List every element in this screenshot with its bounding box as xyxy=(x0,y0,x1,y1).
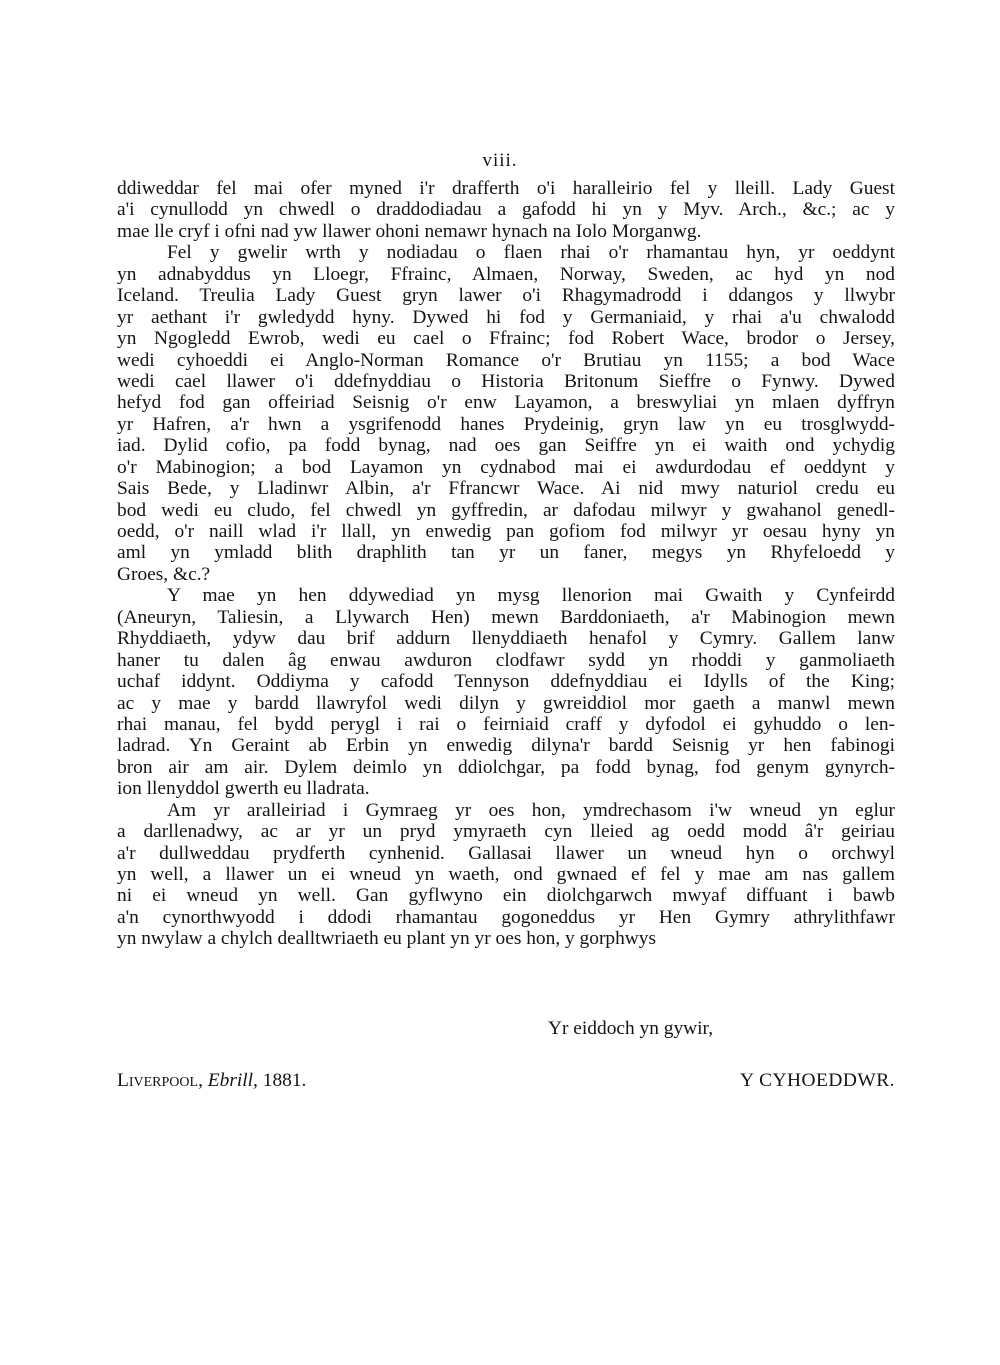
paragraph xyxy=(117,800,895,950)
text-line: wedi cael llawer o'i ddefnyddiau o Historia Britonum Sieffre o Fynwy. Dywed xyxy=(117,370,895,392)
paragraph xyxy=(117,242,895,585)
text-line: Y mae yn hen ddywediad yn mysg llenorion mai Gwaith y Cynfeirdd xyxy=(167,585,895,607)
text-line: o'r Mabinogion; a bod Layamon yn cydnabod mai ei awdurdodau ef oeddynt y xyxy=(117,456,895,478)
text-line: (Aneuryn, Taliesin, a Llywarch Hen) mewn Barddoniaeth, a'r Mabinogion mewn xyxy=(117,606,895,628)
text-line: haner tu dalen âg enwau awduron clodfawr sydd yn rhoddi y ganmoliaeth xyxy=(117,649,895,671)
text-line: aml yn ymladd blith draphlith tan yr un faner, megys yn Rhyfeloedd y xyxy=(117,542,895,564)
text-line: rhai manau, fel bydd perygl i rai o feirniaid craff y dyfodol ei gyhuddo o len- xyxy=(117,713,895,735)
text-line: yr aethant i'r gwledydd hyny. Dywed hi fod y Germaniaid, y rhai a'u chwalodd xyxy=(117,306,895,328)
text-line: Am yr aralleiriad i Gymraeg yr oes hon, ymdrechasom i'w wneud yn eglur xyxy=(167,799,895,821)
date-year: 1881. xyxy=(262,1070,307,1091)
text-line: ladrad. Yn Geraint ab Erbin yn enwedig dilyna'r bardd Seisnig yr hen fabinogi xyxy=(117,735,895,757)
text-line: bod wedi eu cludo, fel chwedl yn gyffredin, ar dafodau milwyr y gwahanol genedl- xyxy=(117,499,895,521)
body-text xyxy=(117,178,895,950)
text-line: a'n cynorthwyodd i ddodi rhamantau gogoneddus yr Hen Gymry athrylithfawr xyxy=(117,906,895,928)
text-line: yn nwylaw a chylch dealltwriaeth eu plant yn yr oes hon, y gorphwys xyxy=(117,928,657,950)
publisher-signature: Y CYHOEDDWR. xyxy=(739,1070,895,1091)
place-date xyxy=(117,1070,306,1092)
date-month: Ebrill, xyxy=(207,1070,258,1091)
place: Liverpool, xyxy=(117,1070,203,1091)
text-line: yn adnabyddus yn Lloegr, Ffrainc, Almaen, Norway, Sweden, ac hyd yn nod xyxy=(117,263,895,285)
text-line: yn well, a llawer un ei wneud yn waeth, ond gwnaed ef fel y mae am nas gallem xyxy=(117,864,895,885)
text-line: Iceland. Treulia Lady Guest gryn lawer o'i Rhagymadrodd i ddangos y llwybr xyxy=(117,285,895,307)
text-line: ni ei wneud yn well. Gan gyflwyno ein diolchgarwch mwyaf diffuant i bawb xyxy=(117,885,895,907)
text-line: Sais Bede, y Lladinwr Albin, a'r Ffrancwr Wace. Ai nid mwy naturiol credu eu xyxy=(117,478,895,500)
page-number: viii. xyxy=(482,150,518,171)
text-line: iad. Dylid cofio, pa fodd bynag, nad oes gan Seiffre yn ei waith ond ychydig xyxy=(117,435,895,457)
text-line: ac y mae y bardd llawryfol wedi dilyn y gwreiddiol mor gaeth a manwl mewn xyxy=(117,692,895,714)
text-line: Fel y gwelir wrth y nodiadau o flaen rhai o'r rhamantau hyn, yr oeddynt xyxy=(167,242,895,264)
text-line: a'i cynullodd yn chwedl o draddodiadau a gafodd hi yn y Myv. Arch., &c.; ac y xyxy=(117,199,895,221)
text-line: wedi cyhoeddi ei Anglo-Norman Romance o'r Brutiau yn 1155; a bod Wace xyxy=(117,349,895,371)
text-line: a darllenadwy, ac ar yr un pryd ymyraeth cyn lleied ag oedd modd â'r geiriau xyxy=(117,821,895,843)
paragraph xyxy=(117,178,895,242)
text-line: bron air am air. Dylem deimlo yn ddiolchgar, pa fodd bynag, fod genym gynyrch- xyxy=(117,756,895,778)
text-line: hefyd fod gan offeiriad Seisnig o'r enw Layamon, a breswyliai yn mlaen dyffryn xyxy=(117,392,895,414)
text-line: uchaf iddynt. Oddiyma y cafodd Tennyson ddefnyddiau ei Idylls of the King; xyxy=(117,671,895,693)
paragraph xyxy=(117,585,895,799)
text-line: yr Hafren, a'r hwn a ysgrifenodd hanes Prydeinig, gryn law yn eu trosglwydd- xyxy=(117,413,895,435)
text-line: a'r dullweddau prydferth cynhenid. Gallasai llawer un wneud hyn o orchwyl xyxy=(117,842,895,864)
text-line: mae lle cryf i ofni nad yw llawer ohoni nemawr hynach na Iolo Morganwg. xyxy=(117,220,702,242)
text-line: Rhyddiaeth, ydyw dau brif addurn llenyddiaeth henafol y Cymry. Gallem lanw xyxy=(117,628,895,650)
text-line: ddiweddar fel mai ofer myned i'r drafferth o'i haralleirio fel y lleill. Lady Guest xyxy=(117,178,895,199)
closing-salutation: Yr eiddoch yn gywir, xyxy=(548,1018,714,1039)
text-line: oedd, o'r naill wlad i'r llall, yn enwedig pan gofiom fod milwyr yr oesau hyny yn xyxy=(117,521,895,542)
text-line: yn Ngogledd Ewrob, wedi eu cael o Ffrainc; fod Robert Wace, brodor o Jersey, xyxy=(117,328,895,350)
text-line: Groes, &c.? xyxy=(117,563,211,585)
text-line: ion llenyddol gwerth eu lladrata. xyxy=(117,778,370,800)
